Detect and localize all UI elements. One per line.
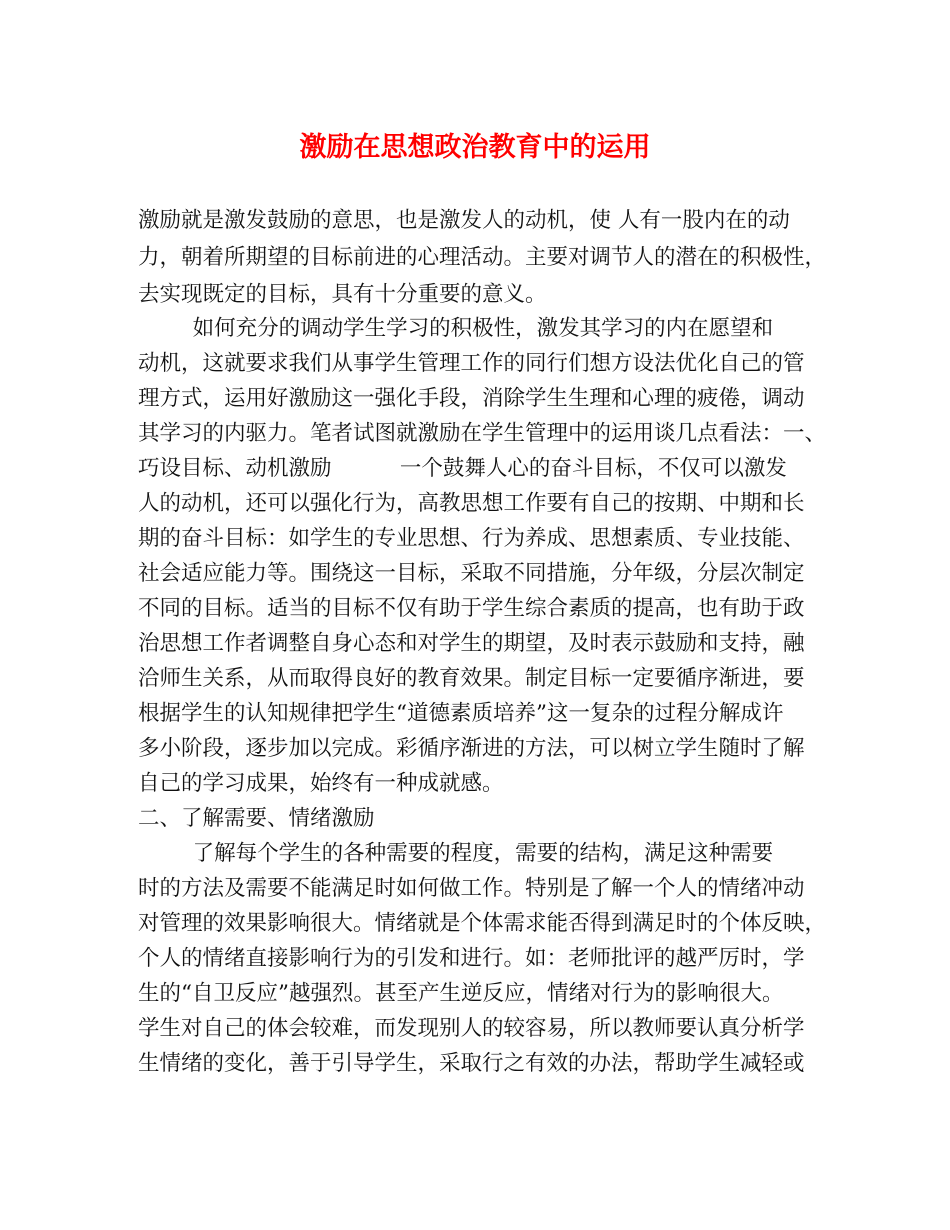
body-line: 生的“自卫反应”越强烈。甚至产生逆反应，情绪对行为的影响很大。 bbox=[138, 981, 784, 1006]
body-line: 学生对自己的体会较难，而发现别人的较容易，所以教师要认真分析学 bbox=[138, 1016, 805, 1041]
body-line: 动机，这就要求我们从事学生管理工作的同行们想方设法优化自己的管 bbox=[138, 351, 805, 376]
body-line: 洽师生关系，从而取得良好的教育效果。制定目标一定要循序渐进，要 bbox=[138, 666, 805, 691]
body-line: 理方式，运用好激励这一强化手段，消除学生生理和心理的疲倦，调动 bbox=[138, 386, 805, 411]
body-line: 其学习的内驱力。笔者试图就激励在学生管理中的运用谈几点看法：一、 bbox=[138, 421, 827, 446]
body-line: 自己的学习成果，始终有一种成就感。 bbox=[138, 771, 504, 796]
body-line: 如何充分的调动学生学习的积极性，激发其学习的内在愿望和 bbox=[138, 316, 774, 341]
body-line: 期的奋斗目标：如学生的专业思想、行为养成、思想素质、专业技能、 bbox=[138, 526, 805, 551]
body-line: 去实现既定的目标，具有十分重要的意义。 bbox=[138, 282, 547, 307]
body-line: 力，朝着所期望的目标前进的心理活动。主要对调节人的潜在的积极性， bbox=[138, 245, 827, 270]
body-line: 社会适应能力等。围绕这一目标，采取不同措施，分年级，分层次制定 bbox=[138, 561, 805, 586]
body-line: 时的方法及需要不能满足时如何做工作。特别是了解一个人的情绪冲动 bbox=[138, 876, 805, 901]
body-line: 了解每个学生的各种需要的程度，需要的结构，满足这种需要 bbox=[138, 841, 774, 866]
body-line: 巧设目标、动机激励 一个鼓舞人心的奋斗目标，不仅可以激发 bbox=[138, 456, 787, 481]
body-line: 人的动机，还可以强化行为，高教思想工作要有自己的按期、中期和长 bbox=[138, 491, 805, 516]
body-line: 对管理的效果影响很大。情绪就是个体需求能否得到满足时的个体反映， bbox=[138, 911, 827, 936]
body-line: 生情绪的变化，善于引导学生，采取行之有效的办法，帮助学生减轻或 bbox=[138, 1051, 805, 1076]
body-line: 多小阶段，逐步加以完成。彩循序渐进的方法，可以树立学生随时了解 bbox=[138, 736, 805, 761]
body-line: 个人的情绪直接影响行为的引发和进行。如：老师批评的越严厉时，学 bbox=[138, 946, 805, 971]
body-line: 不同的目标。适当的目标不仅有助于学生综合素质的提高，也有助于政 bbox=[138, 596, 805, 621]
body-line: 根据学生的认知规律把学生“道德素质培养”这一复杂的过程分解成许 bbox=[138, 701, 784, 726]
body-line: 激励就是激发鼓励的意思，也是激发人的动机，使 人有一股内在的动 bbox=[138, 208, 790, 233]
body-line: 治思想工作者调整自身心态和对学生的期望，及时表示鼓励和支持，融 bbox=[138, 631, 805, 656]
document-title: 激励在思想政治教育中的运用 bbox=[299, 132, 651, 163]
section-heading: 二、了解需要、情绪激励 bbox=[138, 806, 375, 831]
